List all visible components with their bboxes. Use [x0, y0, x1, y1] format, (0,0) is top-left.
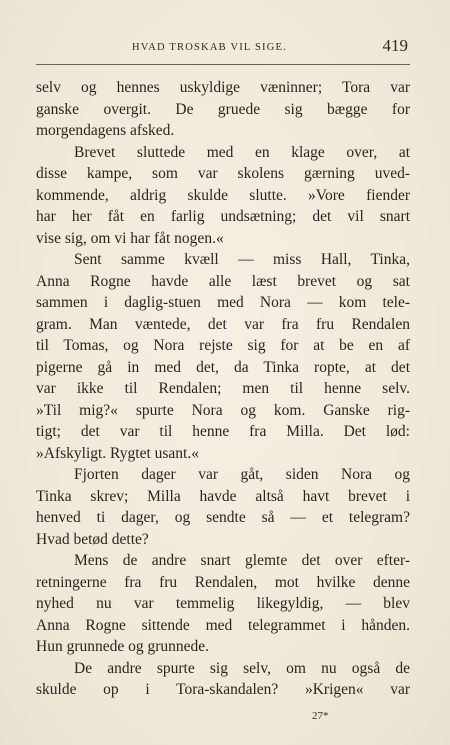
text-line: Anna Rogne havde alle læst brevet og sat	[36, 272, 410, 290]
header-rule	[36, 64, 410, 65]
text-line: »Til mig?« spurte Nora og kom. Ganske rig-	[36, 401, 410, 419]
signature-mark: 27*	[312, 710, 329, 722]
text-line: morgendagens afsked.	[36, 122, 175, 139]
text-line: disse kampe, som var skolens gærning uved-	[36, 165, 410, 182]
text-line: Anna Rogne sittende med telegrammet i hånden.	[36, 616, 410, 634]
text-line: sammen i daglig-stuen med Nora — kom tele-	[36, 294, 410, 311]
text-line: var ikke til Rendalen; men til henne selv.	[36, 380, 410, 397]
text-line: pigerne gå in med det, da Tinka ropte, at det	[36, 358, 410, 376]
page-number: 419	[382, 36, 408, 55]
text-line: gram. Man væntede, det var fra fru Rendalen	[36, 315, 410, 333]
text-line: tigt; det var til henne fra Milla. Det lød:	[36, 423, 410, 440]
text-line: skulde op i Tora-skandalen? »Krigen« var	[36, 681, 410, 698]
text-line: selv og hennes uskyldige væninner; Tora var	[36, 79, 410, 96]
text-line: vise sig, om vi har fåt nogen.«	[36, 229, 224, 247]
text-line: Hvad betød dette?	[36, 530, 149, 548]
text-line: Brevet sluttede med en klage over, at	[74, 143, 410, 161]
text-line: De andre spurte sig selv, om nu også de	[74, 659, 410, 677]
text-line: Fjorten dager var gåt, siden Nora og	[74, 466, 410, 483]
body-text	[36, 77, 410, 701]
text-line: nyhed nu var temmelig likegyldig, — blev	[36, 595, 410, 612]
page-header	[36, 36, 410, 60]
text-line: har her fåt en farlig undsætning; det vil snart	[36, 208, 410, 225]
text-line: Tinka skrev; Milla havde altså havt brevet i	[36, 487, 410, 505]
running-head: HVAD TROSKAB VIL SIGE.	[132, 42, 287, 53]
text-line: Sent samme kvæll — miss Hall, Tinka,	[74, 251, 410, 268]
text-line: Hun grunnede og grunnede.	[36, 638, 210, 655]
text-line: kommende, aldrig skulde slutte. »Vore fiender	[36, 186, 410, 204]
text-line: henved ti dager, og sendte så — et telegram?	[36, 509, 410, 526]
text-line: ganske overgit. De gruede sig bægge for	[36, 100, 410, 118]
text-line: til Tomas, og Nora rejste sig for at be en af	[36, 337, 410, 354]
text-line: »Afskyligt. Rygtet usant.«	[36, 444, 199, 462]
text-line: Mens de andre snart glemte det over efter-	[74, 552, 410, 569]
text-line: retningerne fra fru Rendalen, mot hvilke denne	[36, 573, 410, 591]
